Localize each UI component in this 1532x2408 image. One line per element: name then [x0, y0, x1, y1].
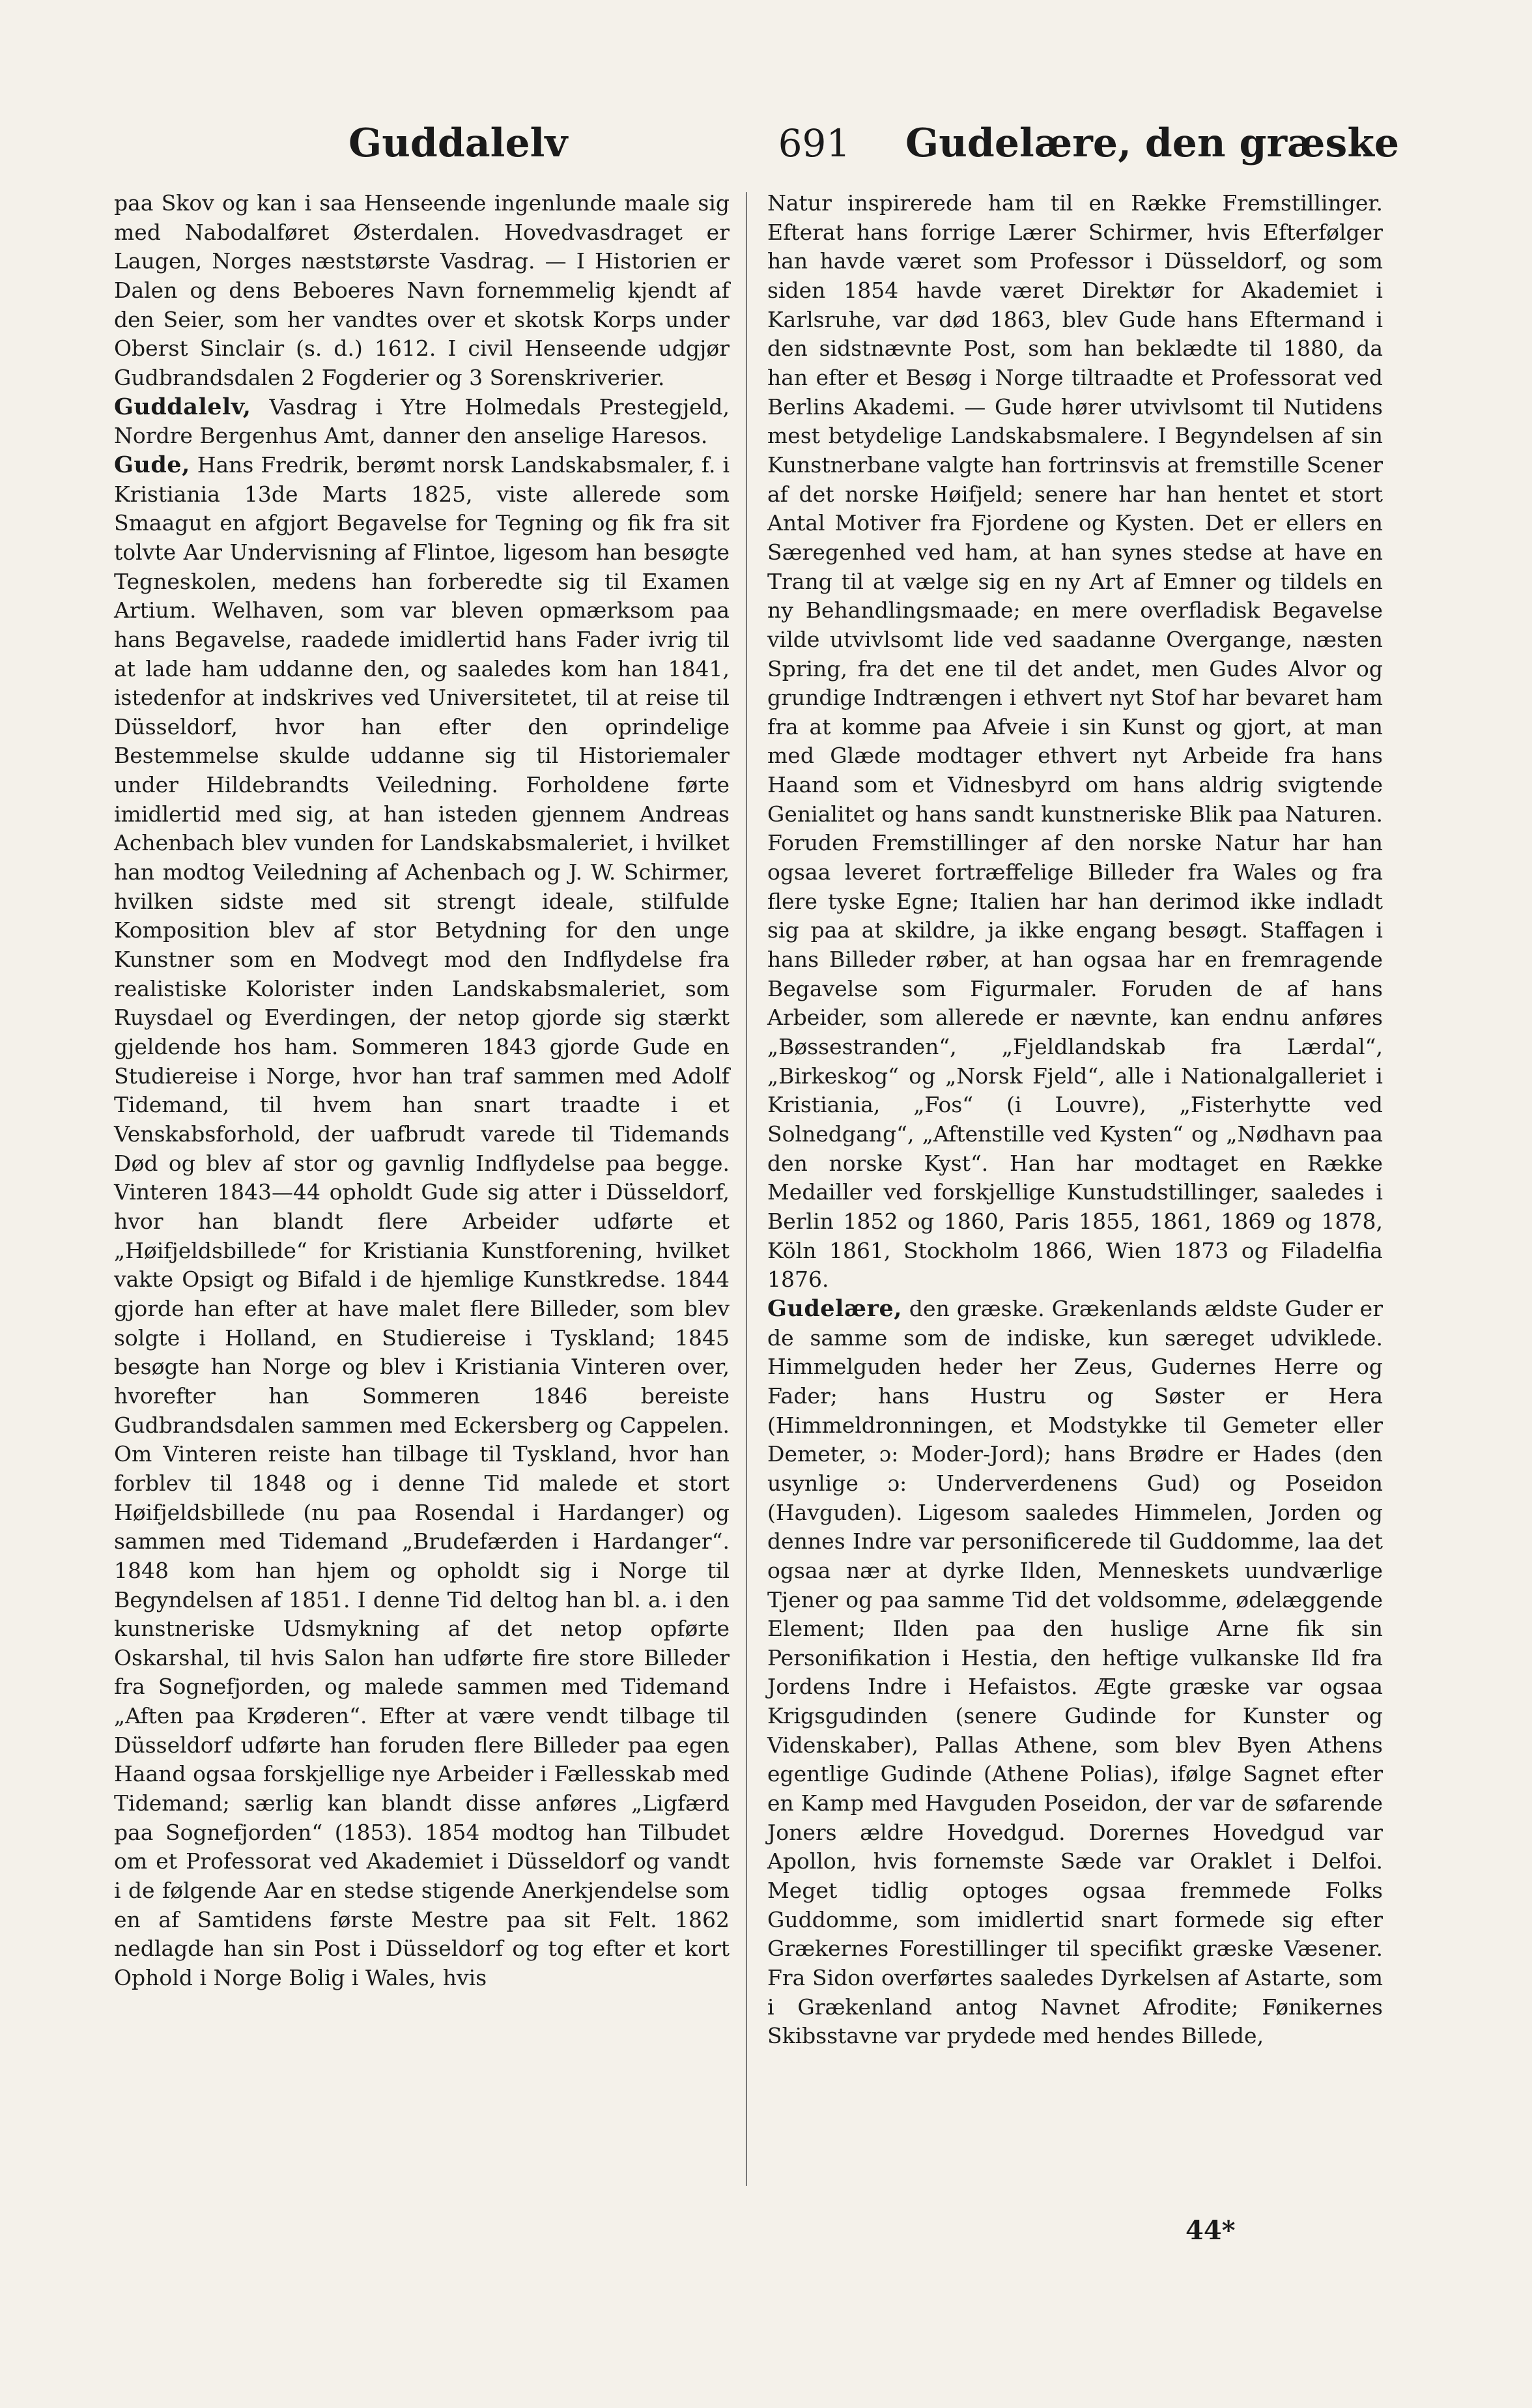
- column-divider: [746, 192, 747, 2186]
- entry-text: Vasdrag i Ytre Holmedals Prestegjeld, Nordre Bergenhus Amt, danner den anselige Haresos.: [114, 394, 730, 449]
- entry-guddalelv: [114, 393, 730, 451]
- header-right-catchword: Gudelære, den græske: [905, 121, 1400, 166]
- continued-entry-text: paa Skov og kan i saa Henseende ingenlunde maale sig med Nabodalføret Østerdalen. Hovedvasdraget er Laugen, Norges næststørste Vasdrag. — I Historien er Dalen og dens Beboeres Navn fornemmelig kjendt af den Seier, som her vandtes over et skotsk Korps under Oberst Sinclair (s. d.) 1612. I civil Henseende udgjør Gudbrandsdalen 2 Fogderier og 3 Sorenskriverier.: [114, 190, 730, 390]
- entry-headword: Gudelære,: [767, 1295, 902, 1322]
- running-head: [98, 114, 1433, 173]
- entry-text: Hans Fredrik, berømt norsk Landskabsmaler, f. i Kristiania 13de Marts 1825, viste allerede som Smaagut en afgjort Begavelse for Tegning og fik fra sit tolvte Aar Undervisning af Flintoe, ligesom han besøgte Tegneskolen, medens han forberedte sig til Examen Artium. Welhaven, som var bleven opmærksom paa hans Begavelse, raadede imidlertid hans Fader ivrig til at lade ham uddanne den, og saaledes kom han 1841, istedenfor at indskrives ved Universitetet, til at reise til Düsseldorf, hvor han efter den oprindelige Bestemmelse skulde uddanne sig til Historiemaler under Hildebrandts Veiledning. Forholdene førte imidlertid med sig, at han isteden gjennem Andreas Achenbach blev vunden for Landskabsmaleriet, i hvilket han modtog Veiledning af Achenbach og J. W. Schirmer, hvilken sidste med sit strengt ideale, stilfulde Komposition blev af stor Betydning for den unge Kunstner som en Modvegt mod den Indflydelse fra realistiske Kolorister inden Landskabsmaleriet, som Ruysdael og Everdingen, der netop gjorde sig stærkt gjeldende hos ham. Sommeren 1843 gjorde Gude en Studiereise i Norge, hvor han traf sammen med Adolf Tidemand, til hvem han snart traadte i et Venskabsforhold, der uafbrudt varede til Tidemands Død og blev af stor og gavnlig Indflydelse paa begge. Vinteren 1843—44 opholdt Gude sig atter i Düsseldorf, hvor han blandt flere Arbeider udførte et „Høifjeldsbillede“ for Kristiania Kunstforening, hvilket vakte Opsigt og Bifald i de hjemlige Kunstkredse. 1844 gjorde han efter at have malet flere Billeder, som blev solgte i Holland, en Studiereise i Tyskland; 1845 besøgte han Norge og blev i Kristiania Vinteren over, hvorefter han Sommeren 1846 bereiste Gudbrandsdalen sammen med Eckersberg og Cappelen. Om Vinteren reiste han tilbage til Tyskland, hvor han forblev til 1848 og i denne Tid malede et stort Høifjeldsbillede (nu paa Rosendal i Hardanger) og sammen med Tidemand „Brudefærden i Hardanger“. 1848 kom han hjem og opholdt sig i Norge til Begyndelsen af 1851. I denne Tid deltog han bl. a. i den kunstneriske Udsmykning af det netop opførte Oskarshal, til hvis Salon han udførte fire store Billeder fra Sognefjorden, og malede sammen med Tidemand „Aften paa Krøderen“. Efter at være vendt tilbage til Düsseldorf udførte han foruden flere Billeder paa egen Haand ogsaa forskjellige nye Arbeider i Fællesskab med Tidemand; særlig kan blandt disse anføres „Ligfærd paa Sognefjorden“ (1853). 1854 modtog han Tilbudet om et Professorat ved Akademiet i Düsseldorf og vandt i de følgende Aar en stedse stigende Anerkjendelse som en af Samtidens første Mestre paa sit Felt. 1862 nedlagde han sin Post i Düsseldorf og tog efter et kort Ophold i Norge Bolig i Wales, hvis: [114, 452, 730, 1991]
- continued-entry-text: Natur inspirerede ham til en Række Fremstillinger. Efterat hans forrige Lærer Schirmer, hvis Efterfølger han havde været som Professor i Düsseldorf, og som siden 1854 havde været Direktør for Akademiet i Karlsruhe, var død 1863, blev Gude hans Eftermand i den sidstnævnte Post, som han beklædte til 1880, da han efter et Besøg i Norge tiltraadte et Professorat ved Berlins Akademi. — Gude hører utvivlsomt til Nutidens mest betydelige Landskabsmalere. I Begyndelsen af sin Kunstnerbane valgte han fortrinsvis at fremstille Scener af det norske Høifjeld; senere har han hentet et stort Antal Motiver fra Fjordene og Kysten. Det er ellers en Særegenhed ved ham, at han synes stedse at have en Trang til at vælge sig en ny Art af Emner og tildels en ny Behandlingsmaade; en mere overfladisk Begavelse vilde utvivlsomt lide ved saadanne Overgange, næsten Spring, fra det ene til det andet, men Gudes Alvor og grundige Indtrængen i ethvert nyt Stof har bevaret ham fra at komme paa Afveie i sin Kunst og gjort, at man med Glæde modtager ethvert nyt Arbeide fra hans Haand som et Vidnesbyrd om hans aldrig svigtende Genialitet og hans sandt kunstneriske Blik paa Naturen. Foruden Fremstillinger af den norske Natur har han ogsaa leveret fortræffelige Billeder fra Wales og fra flere tyske Egne; Italien har han derimod ikke indladt sig paa at skildre, ja ikke engang besøgt. Staffagen i hans Billeder røber, at han ogsaa har en fremragende Begavelse som Figurmaler. Foruden de af hans Arbeider, som allerede er nævnte, kan endnu anføres „Bøssestranden“, „Fjeldlandskab fra Lærdal“, „Birkeskog“ og „Norsk Fjeld“, alle i Nationalgalleriet i Kristiania, „Fos“ (i Louvre), „Fisterhytte ved Solnedgang“, „Aftenstille ved Kysten“ og „Nødhavn paa den norske Kyst“. Han har modtaget en Række Medailler ved forskjellige Kunstudstillinger, saaledes i Berlin 1852 og 1860, Paris 1855, 1861, 1869 og 1878, Köln 1861, Stockholm 1866, Wien 1873 og Filadelfia 1876.: [767, 190, 1383, 1293]
- entry-headword: Guddalelv,: [114, 393, 251, 420]
- entry-text: den græske. Grækenlands ældste Guder er de samme som de indiske, kun særeget udviklede. Himmelguden heder her Zeus, Gudernes Herre og Fader; hans Hustru og Søster er Hera (Himmeldronningen, et Modstykke til Gemeter eller Demeter, ɔ: Moder-Jord); hans Brødre er Hades (den usynlige ɔ: Underverdenens Gud) og Poseidon (Havguden). Ligesom saaledes Himmelen, Jorden og dennes Indre var personificerede til Guddomme, laa det ogsaa nær at dyrke Ilden, Menneskets uundværlige Tjener og paa samme Tid det voldsomme, ødelæggende Element; Ilden paa den huslige Arne fik sin Personifikation i Hestia, den heftige vulkanske Ild fra Jordens Indre i Hefaistos. Ægte græske var ogsaa Krigsgudinden (senere Gudinde for Kunster og Videnskaber), Pallas Athene, som blev Byen Athens egentlige Gudinde (Athene Polias), ifølge Sagnet efter en Kamp med Havguden Poseidon, der var de søfarende Joners ældre Hovedgud. Dorernes Hovedgud var Apollon, hvis fornemste Sæde var Oraklet i Delfoi. Meget tidlig optoges ogsaa fremmede Folks Guddomme, som imidlertid snart formede sig efter Grækernes Forestillinger til specifikt græske Væsener. Fra Sidon overførtes saaledes Dyrkelsen af Astarte, som i Grækenland antog Navnet Afrodite; Fønikernes Skibsstavne var prydede med hendes Billede,: [767, 1295, 1383, 2049]
- signature-mark: 44*: [1185, 2215, 1236, 2246]
- header-left-catchword: Guddalelv: [348, 121, 568, 166]
- left-column: [114, 189, 730, 1993]
- entry-headword: Gude,: [114, 451, 190, 478]
- right-column: [767, 189, 1383, 2051]
- page-number: 691: [778, 121, 851, 165]
- entry-gude: [114, 451, 730, 1993]
- entry-gudelaere: [767, 1295, 1383, 2051]
